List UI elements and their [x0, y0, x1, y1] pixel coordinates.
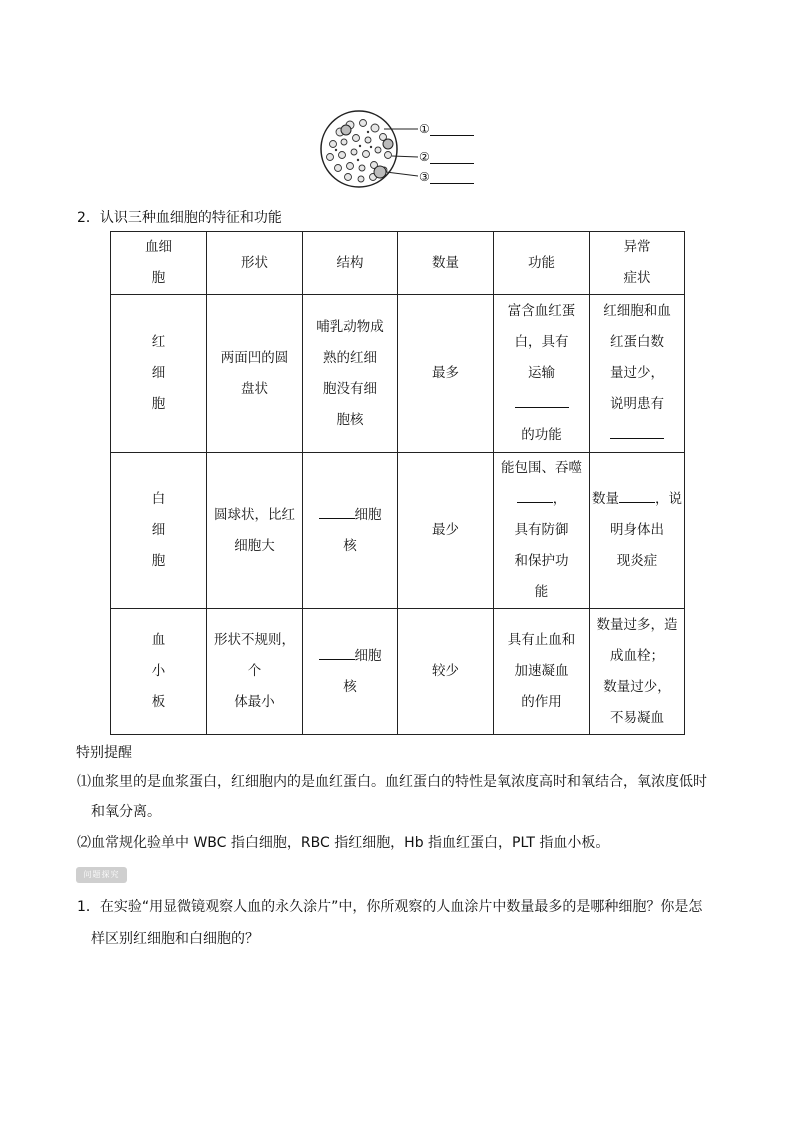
table-header-cell — [590, 232, 685, 295]
table-header-cell-line: 形状 — [241, 254, 268, 271]
table-cell-function-line — [508, 389, 576, 420]
table-cell-structure-line: 核 — [343, 537, 357, 554]
table-cell-quantity — [398, 609, 494, 735]
table-cell-function-line: 运输 — [528, 365, 555, 381]
figure-label-2: ② — [419, 150, 430, 164]
table-cell-abnormal — [590, 295, 685, 453]
table-cell-abnormal — [590, 453, 685, 609]
table-cell-abnormal-line: 现炎症 — [616, 553, 658, 569]
table-header-cell-line: 血细 — [145, 239, 172, 255]
section-badge: 问题探究 — [76, 867, 127, 883]
table-cell-name-line: 细 — [151, 522, 166, 538]
table-cell-name-line: 胞 — [151, 396, 166, 412]
table-cell-abnormal-line: 不易凝血 — [610, 709, 664, 726]
table-cell-shape — [207, 609, 303, 735]
table-cell-abnormal-line: 数量过少， — [603, 678, 671, 695]
figure-label-1: ① — [419, 122, 430, 136]
table-cell-abnormal-line: 红细胞和血 — [603, 303, 671, 319]
table-header-cell — [111, 232, 207, 295]
table-cell-structure-line: 熟的红细 — [323, 349, 377, 366]
table-cell-name — [111, 453, 207, 609]
note-1-line-1: ⑴血浆里的是血浆蛋白，红细胞内的是血红蛋白。血红蛋白的特性是氧浓度高时和氧结合，氧浓度低时 — [77, 774, 707, 790]
table-cell-shape-line: 细胞大 — [234, 537, 275, 554]
fill-in-blank[interactable] — [319, 504, 355, 519]
note-1-line-2: 和氧分离。 — [91, 804, 161, 820]
table-cell-name-line: 红 — [151, 334, 166, 350]
fill-in-blank[interactable] — [319, 645, 355, 660]
table-cell-structure — [303, 609, 398, 735]
table-cell-abnormal-line: 说明患有 — [610, 396, 664, 412]
note-2: ⑵血常规化验单中 WBC 指白细胞，RBC 指红细胞，Hb 指血红蛋白，PLT 指血小板。 — [77, 835, 610, 851]
table-cell-structure-line: 核 — [343, 678, 357, 695]
table-cell-name-line: 细 — [151, 365, 166, 381]
table-cell-structure — [303, 295, 398, 453]
pointer-line-3 — [386, 172, 418, 176]
table-cell-shape-line: 圆球状，比红 — [214, 506, 295, 523]
table-cell-function-line: 具有防御 — [514, 522, 569, 538]
table-header-cell — [303, 232, 398, 295]
table-cell-structure — [303, 453, 398, 609]
table-header-cell-line: 症状 — [623, 270, 651, 286]
table-cell-structure-line: 胞没有细 — [323, 380, 377, 397]
fill-in-blank[interactable] — [515, 393, 569, 408]
table-cell-shape-line: 个 — [247, 663, 262, 679]
table-cell-abnormal-line: 成血栓； — [610, 647, 664, 664]
table-cell-function-line: 的功能 — [521, 427, 562, 443]
table-cell-name — [111, 609, 207, 735]
table-cell-name-line: 白 — [151, 491, 166, 507]
note-title: 特别提醒 — [76, 745, 132, 761]
table-cell-name-line: 血 — [151, 632, 166, 648]
table-cell-shape — [207, 295, 303, 453]
figure-blank-1 — [430, 135, 474, 136]
table-header-cell — [494, 232, 590, 295]
table-cell-shape-line: 盘状 — [241, 380, 268, 397]
figure-blank-2 — [430, 163, 474, 164]
table-cell-function-line: 具有止血和 — [507, 632, 576, 648]
table-cell-structure-line: 细胞 — [319, 641, 382, 672]
question-line-2: 样区别红细胞和白细胞的？ — [91, 931, 259, 947]
figure-blank-3 — [430, 183, 474, 184]
table-cell-function — [494, 453, 590, 609]
table-cell-structure-line: 胞核 — [336, 411, 364, 428]
table-cell-shape-line: 两面凹的圆 — [220, 349, 289, 366]
table-cell-quantity — [398, 295, 494, 453]
table-header-cell — [398, 232, 494, 295]
table-header-cell-line: 异常 — [623, 239, 651, 255]
table-cell-abnormal — [590, 609, 685, 735]
figure-label-3: ③ — [419, 170, 430, 184]
table-cell-abnormal-line: 量过少， — [610, 365, 664, 381]
table-cell-abnormal-line: 数量 ，说 — [592, 484, 682, 515]
table-cell-quantity — [398, 453, 494, 609]
table-cell-function-line: 和保护功 — [514, 553, 569, 569]
table-cell-structure-line: 细胞 — [319, 500, 382, 531]
table-cell-name-line: 胞 — [151, 553, 166, 569]
table-header-cell-line: 功能 — [528, 254, 555, 271]
table-cell-quantity-line: 较少 — [432, 663, 459, 679]
table-header-cell-line: 胞 — [151, 270, 166, 286]
table-cell-quantity-line: 最少 — [432, 522, 459, 538]
table-cell-function-line: ， — [501, 484, 582, 515]
table-cell-function-line: 富含血红蛋 — [507, 303, 576, 319]
table-cell-name-line: 小 — [151, 663, 166, 679]
table-cell-shape — [207, 453, 303, 609]
table-cell-abnormal-line: 明身体出 — [610, 522, 664, 538]
table-cell-abnormal-line: 数量过多，造 — [596, 616, 678, 633]
blood-cells-table — [110, 231, 685, 735]
table-header-cell-line: 结构 — [336, 254, 364, 271]
fill-in-blank[interactable] — [619, 488, 655, 503]
table-cell-function — [494, 295, 590, 453]
fill-in-blank[interactable] — [517, 488, 553, 503]
blood-smear-figure — [318, 110, 488, 190]
table-header-row — [111, 232, 685, 295]
table-cell-function-line: 白，具有 — [514, 334, 569, 350]
table-cell-function-line: 的作用 — [521, 694, 562, 710]
field-of-view-circle — [321, 111, 397, 187]
question-line-1: 1．在实验“用显微镜观察人血的永久涂片”中，你所观察的人血涂片中数量最多的是哪种细胞？你是怎 — [77, 899, 703, 915]
table-row — [111, 453, 685, 609]
blood-smear-diagram — [318, 110, 418, 190]
table-cell-structure-line: 哺乳动物成 — [316, 318, 384, 335]
table-cell-shape-line: 体最小 — [234, 694, 275, 710]
table-header-cell — [207, 232, 303, 295]
table-header-cell-line: 数量 — [432, 254, 459, 271]
table-cell-name-line: 板 — [151, 694, 166, 710]
table-cell-quantity-line: 最多 — [432, 365, 459, 381]
table-cell-abnormal-line — [603, 420, 671, 451]
table-cell-abnormal-line: 红蛋白数 — [610, 334, 664, 350]
table-cell-function-line: 加速凝血 — [514, 663, 569, 679]
table-cell-shape-line: 形状不规则， — [214, 632, 295, 648]
fill-in-blank[interactable] — [610, 424, 664, 439]
table-row — [111, 295, 685, 453]
table-row — [111, 609, 685, 735]
table-cell-function — [494, 609, 590, 735]
section-title: 2．认识三种血细胞的特征和功能 — [77, 210, 282, 226]
table-cell-name — [111, 295, 207, 453]
table-cell-function-line: 能包围、吞噬 — [501, 460, 582, 476]
table-cell-function-line: 能 — [534, 584, 549, 600]
